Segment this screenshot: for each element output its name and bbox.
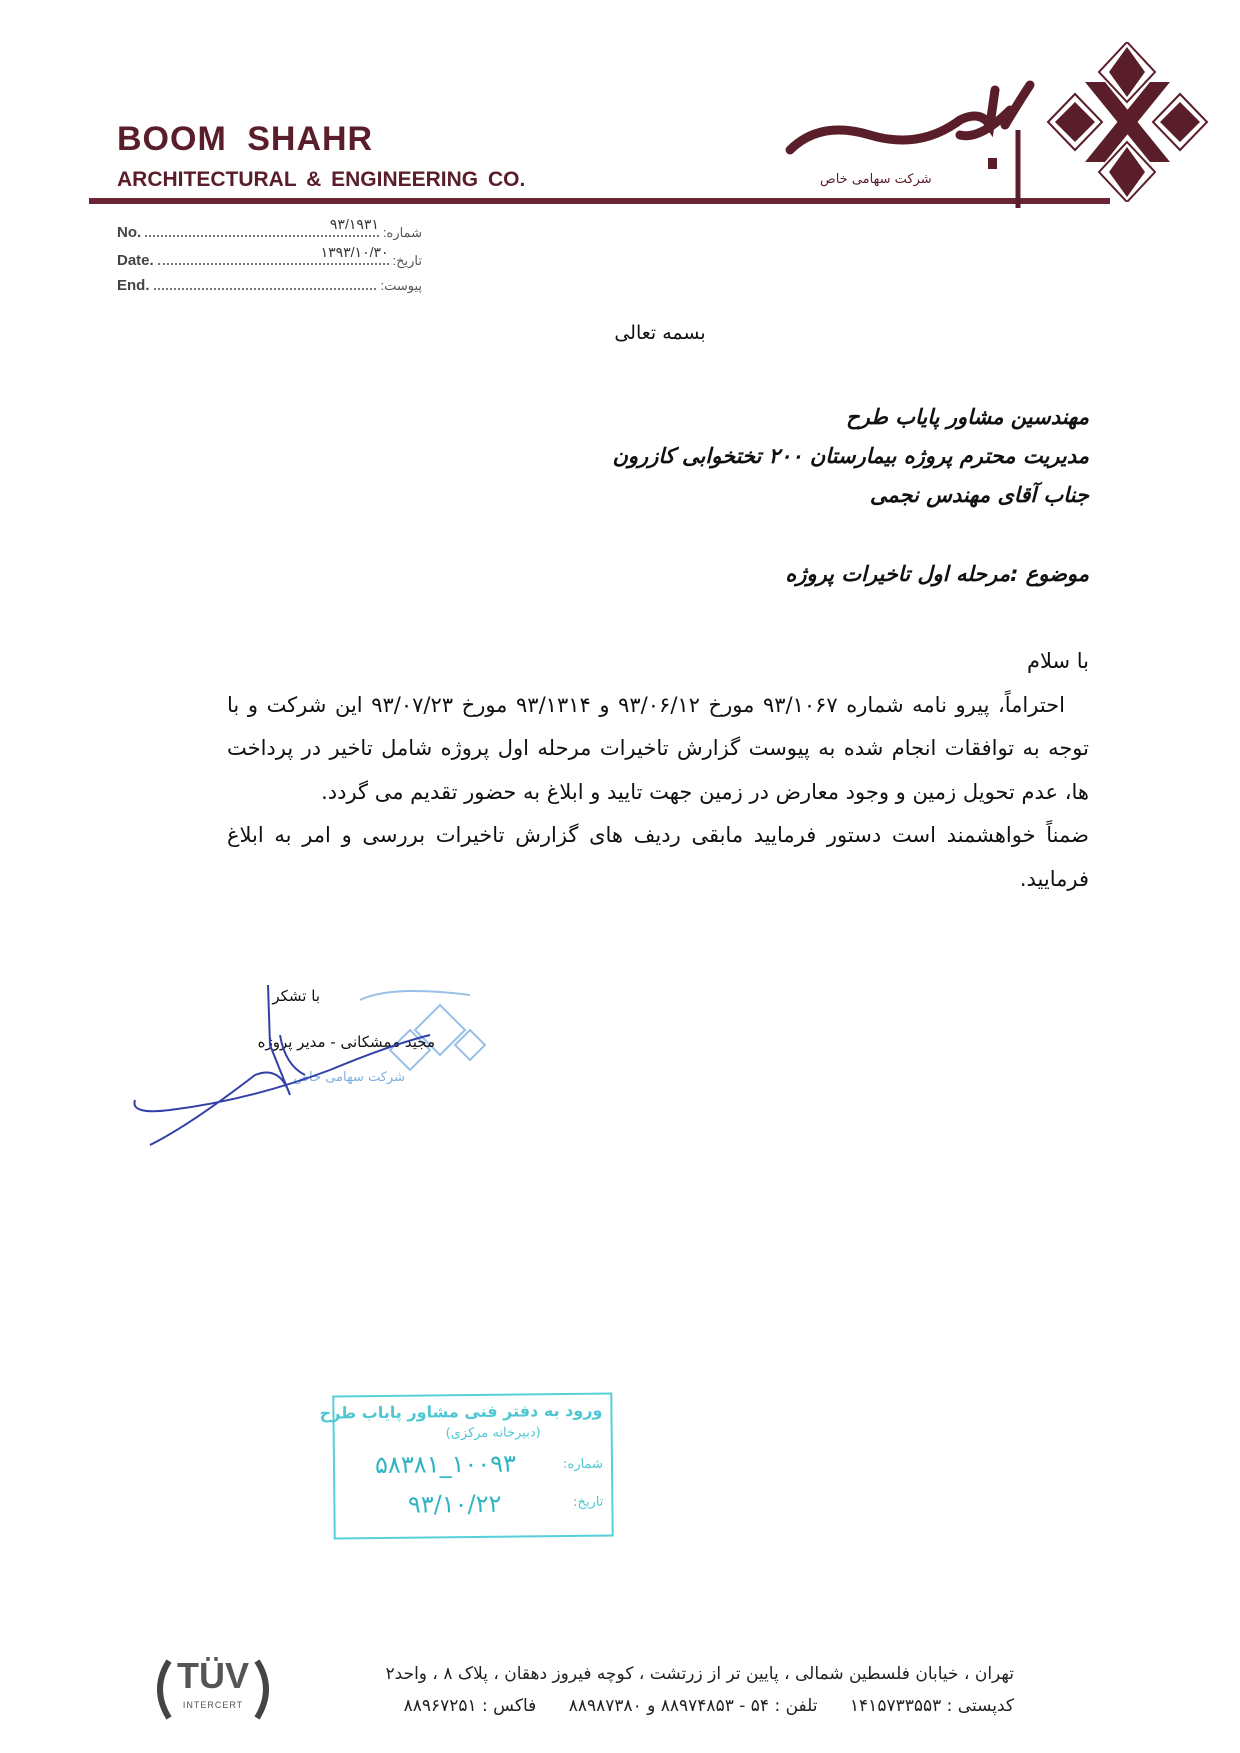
letter-body xyxy=(227,640,1089,902)
paragraph: احتراماً، پیرو نامه شماره ۹۳/۱۰۶۷ مورخ ۹۳/۰۶/۱۲ و ۹۳/۱۳۱۴ مورخ ۹۳/۰۷/۲۳ این شرکت و با توجه به توافقات انجام شده به پیوست گزارش تاخیرات مرحله اول پروژه شامل تاخیر در پرداخت ها، عدم تحویل زمین و وجود معارض در زمین جهت تایید و ابلاغ به حضور تقدیم می گردد. xyxy=(227,692,1089,804)
enclosure-label: End. xyxy=(117,277,150,294)
greeting: با سلام xyxy=(1026,649,1089,673)
recipient-line: جناب آقای مهندس نجمی xyxy=(869,483,1089,507)
tuv-mark: TÜV xyxy=(177,1655,249,1696)
letter-date-field xyxy=(117,244,422,269)
tuv-certification-logo xyxy=(151,1656,275,1722)
postal-label: کدپستی : xyxy=(946,1696,1014,1716)
subject: موضوع :مرحله اول تاخیرات پروژه xyxy=(785,562,1089,586)
footer-address: تهران ، خیابان فلسطین شمالی ، پایین تر از زرتشت ، کوچه فیروز دهقان ، پلاک ۸ ، واحد۲ xyxy=(385,1664,1014,1684)
recipient-line: مدیریت محترم پروژه بیمارستان ۲۰۰ تختخوابی کازرون xyxy=(612,444,1089,468)
signatory: مجید ممشکانی - مدیر پروژه xyxy=(257,1033,435,1051)
stamp-number-label: شماره: xyxy=(563,1456,604,1473)
stamp-date-label: تاریخ: xyxy=(573,1494,604,1510)
closing: با تشکر xyxy=(272,987,320,1005)
invocation: بسمه تعالی xyxy=(614,322,706,344)
letter-number-field xyxy=(117,216,422,241)
company-name: BOOM SHAHR xyxy=(117,120,374,158)
footer-contact xyxy=(404,1696,1014,1716)
stamp-number: ۱۰۰۹۳_۵۸۳۸۱ xyxy=(374,1449,517,1480)
recipient-line: مهندسین مشاور پایاب طرح xyxy=(846,405,1089,429)
fax-label: فاکس : xyxy=(482,1696,537,1716)
paragraph: ضمناً خواهشمند است دستور فرمایید مابقی ردیف های گزارش تاخیرات بررسی و امر به ابلاغ فرمایید. xyxy=(227,823,1089,891)
phone-label: تلفن : xyxy=(774,1696,818,1716)
letter-date: ۱۳۹۳/۱۰/۳۰ xyxy=(320,244,389,260)
enclosure-field xyxy=(117,277,422,294)
intercert-label: INTERCERT xyxy=(182,1700,244,1710)
number-label-fa: شماره: xyxy=(382,225,422,240)
date-label-fa: تاریخ: xyxy=(392,253,422,268)
stamp-title: ورود به دفتر فنی مشاور پایاب طرح xyxy=(319,1400,603,1423)
letter-number: ۹۳/۱۹۳۱ xyxy=(329,216,379,232)
stamp-date: ۹۳/۱۰/۲۲ xyxy=(407,1489,502,1519)
company-logo xyxy=(1045,42,1210,206)
calligraphy-logo xyxy=(780,80,1045,214)
handwritten-signature xyxy=(130,975,490,1155)
seal-text: شرکت سهامی خاص xyxy=(293,1070,405,1085)
number-label: No. xyxy=(117,224,142,241)
phone-numbers: ۵۴ - ۸۸۹۷۴۸۵۳ و ۸۸۹۸۷۳۸۰ xyxy=(568,1696,770,1716)
company-type: شرکت سهامی خاص xyxy=(820,172,932,187)
date-label: Date. xyxy=(117,252,154,269)
enclosure-label-fa: پیوست: xyxy=(380,278,422,293)
stamp-subtitle: (دبیرخانه مرکزی) xyxy=(445,1425,541,1442)
company-subtitle: ARCHITECTURAL & ENGINEERING CO. xyxy=(117,168,526,191)
postal-code: ۱۴۱۵۷۳۳۵۵۳ xyxy=(849,1696,942,1716)
received-stamp xyxy=(319,1393,613,1540)
fax-number: ۸۸۹۶۷۲۵۱ xyxy=(403,1696,477,1716)
signature-block xyxy=(130,975,490,1155)
